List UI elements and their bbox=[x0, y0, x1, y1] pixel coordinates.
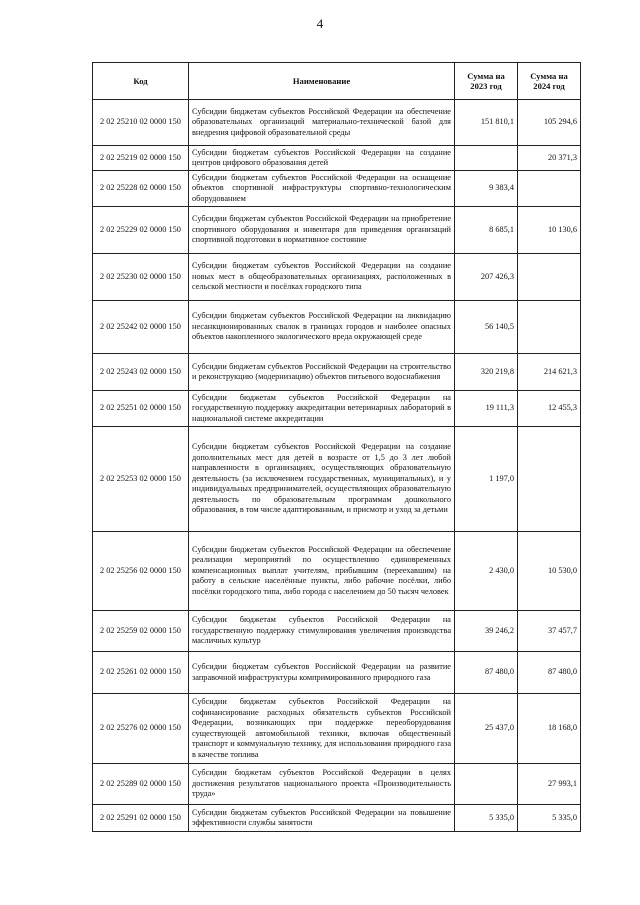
row-name: Субсидии бюджетам субъектов Российской Федерации на строительство и реконструкцию (модернизацию) объектов питьевого водоснабжения bbox=[189, 354, 455, 391]
row-sum-2024: 105 294,6 bbox=[518, 100, 581, 146]
row-sum-2023: 39 246,2 bbox=[455, 611, 518, 652]
table-row bbox=[93, 532, 581, 611]
row-sum-2023 bbox=[455, 764, 518, 805]
row-sum-2024: 214 621,3 bbox=[518, 354, 581, 391]
row-sum-2023: 5 335,0 bbox=[455, 805, 518, 832]
row-sum-2024: 27 993,1 bbox=[518, 764, 581, 805]
row-sum-2023: 1 197,0 bbox=[455, 427, 518, 532]
header-name: Наименование bbox=[189, 63, 455, 100]
row-code: 2 02 25259 02 0000 150 bbox=[93, 611, 189, 652]
row-code: 2 02 25251 02 0000 150 bbox=[93, 391, 189, 427]
row-name: Субсидии бюджетам субъектов Российской Федерации на ликвидацию несанкционированных свалок в границах городов и наиболее опасных объектов накопленного экологического вреда окружающей среде bbox=[189, 301, 455, 354]
row-name: Субсидии бюджетам субъектов Российской Федерации на создание центров цифрового образования детей bbox=[189, 146, 455, 171]
table-row bbox=[93, 805, 581, 832]
table-header-row bbox=[93, 63, 581, 100]
row-code: 2 02 25242 02 0000 150 bbox=[93, 301, 189, 354]
header-sum-2024: Сумма на 2024 год bbox=[518, 63, 581, 100]
table-row bbox=[93, 254, 581, 301]
row-name: Субсидии бюджетам субъектов Российской Федерации на государственную поддержку аккредитации ветеринарных лабораторий в национальной системе аккредитации bbox=[189, 391, 455, 427]
row-code: 2 02 25228 02 0000 150 bbox=[93, 171, 189, 207]
row-code: 2 02 25276 02 0000 150 bbox=[93, 694, 189, 764]
table-row bbox=[93, 611, 581, 652]
table-row bbox=[93, 207, 581, 254]
table-row bbox=[93, 100, 581, 146]
row-code: 2 02 25243 02 0000 150 bbox=[93, 354, 189, 391]
row-sum-2024: 5 335,0 bbox=[518, 805, 581, 832]
table-row bbox=[93, 694, 581, 764]
row-code: 2 02 25229 02 0000 150 bbox=[93, 207, 189, 254]
table-row bbox=[93, 764, 581, 805]
page-number: 4 bbox=[316, 16, 324, 31]
row-sum-2023: 56 140,5 bbox=[455, 301, 518, 354]
table-row bbox=[93, 391, 581, 427]
row-code: 2 02 25261 02 0000 150 bbox=[93, 652, 189, 694]
table-row bbox=[93, 354, 581, 391]
row-sum-2024: 37 457,7 bbox=[518, 611, 581, 652]
row-name: Субсидии бюджетам субъектов Российской Федерации на государственную поддержку стимулирования увеличения производства масличных культур bbox=[189, 611, 455, 652]
table-row bbox=[93, 146, 581, 171]
row-sum-2023 bbox=[455, 146, 518, 171]
row-code: 2 02 25256 02 0000 150 bbox=[93, 532, 189, 611]
header-code: Код bbox=[93, 63, 189, 100]
row-name: Субсидии бюджетам субъектов Российской Федерации на развитие заправочной инфраструктуры компримированного природного газа bbox=[189, 652, 455, 694]
table-row bbox=[93, 652, 581, 694]
row-sum-2024: 20 371,3 bbox=[518, 146, 581, 171]
row-sum-2023: 8 685,1 bbox=[455, 207, 518, 254]
row-name: Субсидии бюджетам субъектов Российской Федерации на повышение эффективности службы занятости bbox=[189, 805, 455, 832]
row-code: 2 02 25291 02 0000 150 bbox=[93, 805, 189, 832]
budget-table bbox=[92, 62, 581, 832]
row-name: Субсидии бюджетам субъектов Российской Федерации на приобретение спортивного оборудования и инвентаря для приведения организаций спортивной подготовки в нормативное состояние bbox=[189, 207, 455, 254]
row-code: 2 02 25289 02 0000 150 bbox=[93, 764, 189, 805]
row-name: Субсидии бюджетам субъектов Российской Федерации на оснащение объектов спортивной инфраструктуры спортивно-технологическим оборудованием bbox=[189, 171, 455, 207]
row-sum-2023: 25 437,0 bbox=[455, 694, 518, 764]
row-sum-2023: 87 480,0 bbox=[455, 652, 518, 694]
row-sum-2023: 19 111,3 bbox=[455, 391, 518, 427]
row-sum-2023: 151 810,1 bbox=[455, 100, 518, 146]
row-code: 2 02 25230 02 0000 150 bbox=[93, 254, 189, 301]
row-code: 2 02 25219 02 0000 150 bbox=[93, 146, 189, 171]
row-sum-2024 bbox=[518, 427, 581, 532]
row-sum-2024 bbox=[518, 301, 581, 354]
row-name: Субсидии бюджетам субъектов Российской Федерации на обеспечение реализации мероприятий по осуществлению единовременных компенсационных выплат учителям, прибывшим (переехавшим) на работу в сельские населённые пункты, либо рабочие посёлки, либо посёлки городского типа, либо города с населением до 50 тысяч человек bbox=[189, 532, 455, 611]
row-name: Субсидии бюджетам субъектов Российской Федерации на софинансирование расходных обязательств субъектов Российской Федерации, возникающих при поддержке переоборудования существующей автомобильной техники, включая общественный транспорт и коммунальную технику, для использования природного газа в качестве топлива bbox=[189, 694, 455, 764]
row-sum-2024: 18 168,0 bbox=[518, 694, 581, 764]
row-sum-2024 bbox=[518, 254, 581, 301]
table-row bbox=[93, 301, 581, 354]
table-row bbox=[93, 427, 581, 532]
row-name: Субсидии бюджетам субъектов Российской Федерации в целях достижения результатов национального проекта «Производительность труда» bbox=[189, 764, 455, 805]
row-sum-2024: 10 530,0 bbox=[518, 532, 581, 611]
row-sum-2023: 9 383,4 bbox=[455, 171, 518, 207]
row-sum-2024: 12 455,3 bbox=[518, 391, 581, 427]
row-sum-2023: 2 430,0 bbox=[455, 532, 518, 611]
table-row bbox=[93, 171, 581, 207]
row-name: Субсидии бюджетам субъектов Российской Федерации на обеспечение образовательных организаций материально-технической базой для внедрения цифровой образовательной среды bbox=[189, 100, 455, 146]
row-sum-2024: 10 130,6 bbox=[518, 207, 581, 254]
row-name: Субсидии бюджетам субъектов Российской Федерации на создание дополнительных мест для детей в возрасте от 1,5 до 3 лет любой направленности в организациях, осуществляющих образовательную деятельность (за исключением государственных, муниципальных), и у индивидуальных предпринимателей, осуществляющих образовательную деятельность по образовательным программам дошкольного образования, в том числе адаптированным, и присмотр и уход за детьми bbox=[189, 427, 455, 532]
row-name: Субсидии бюджетам субъектов Российской Федерации на создание новых мест в общеобразовательных организациях, расположенных в сельской местности и посёлках городского типа bbox=[189, 254, 455, 301]
row-sum-2023: 207 426,3 bbox=[455, 254, 518, 301]
header-sum-2023: Сумма на 2023 год bbox=[455, 63, 518, 100]
row-sum-2023: 320 219,8 bbox=[455, 354, 518, 391]
row-sum-2024 bbox=[518, 171, 581, 207]
row-code: 2 02 25253 02 0000 150 bbox=[93, 427, 189, 532]
row-code: 2 02 25210 02 0000 150 bbox=[93, 100, 189, 146]
row-sum-2024: 87 480,0 bbox=[518, 652, 581, 694]
